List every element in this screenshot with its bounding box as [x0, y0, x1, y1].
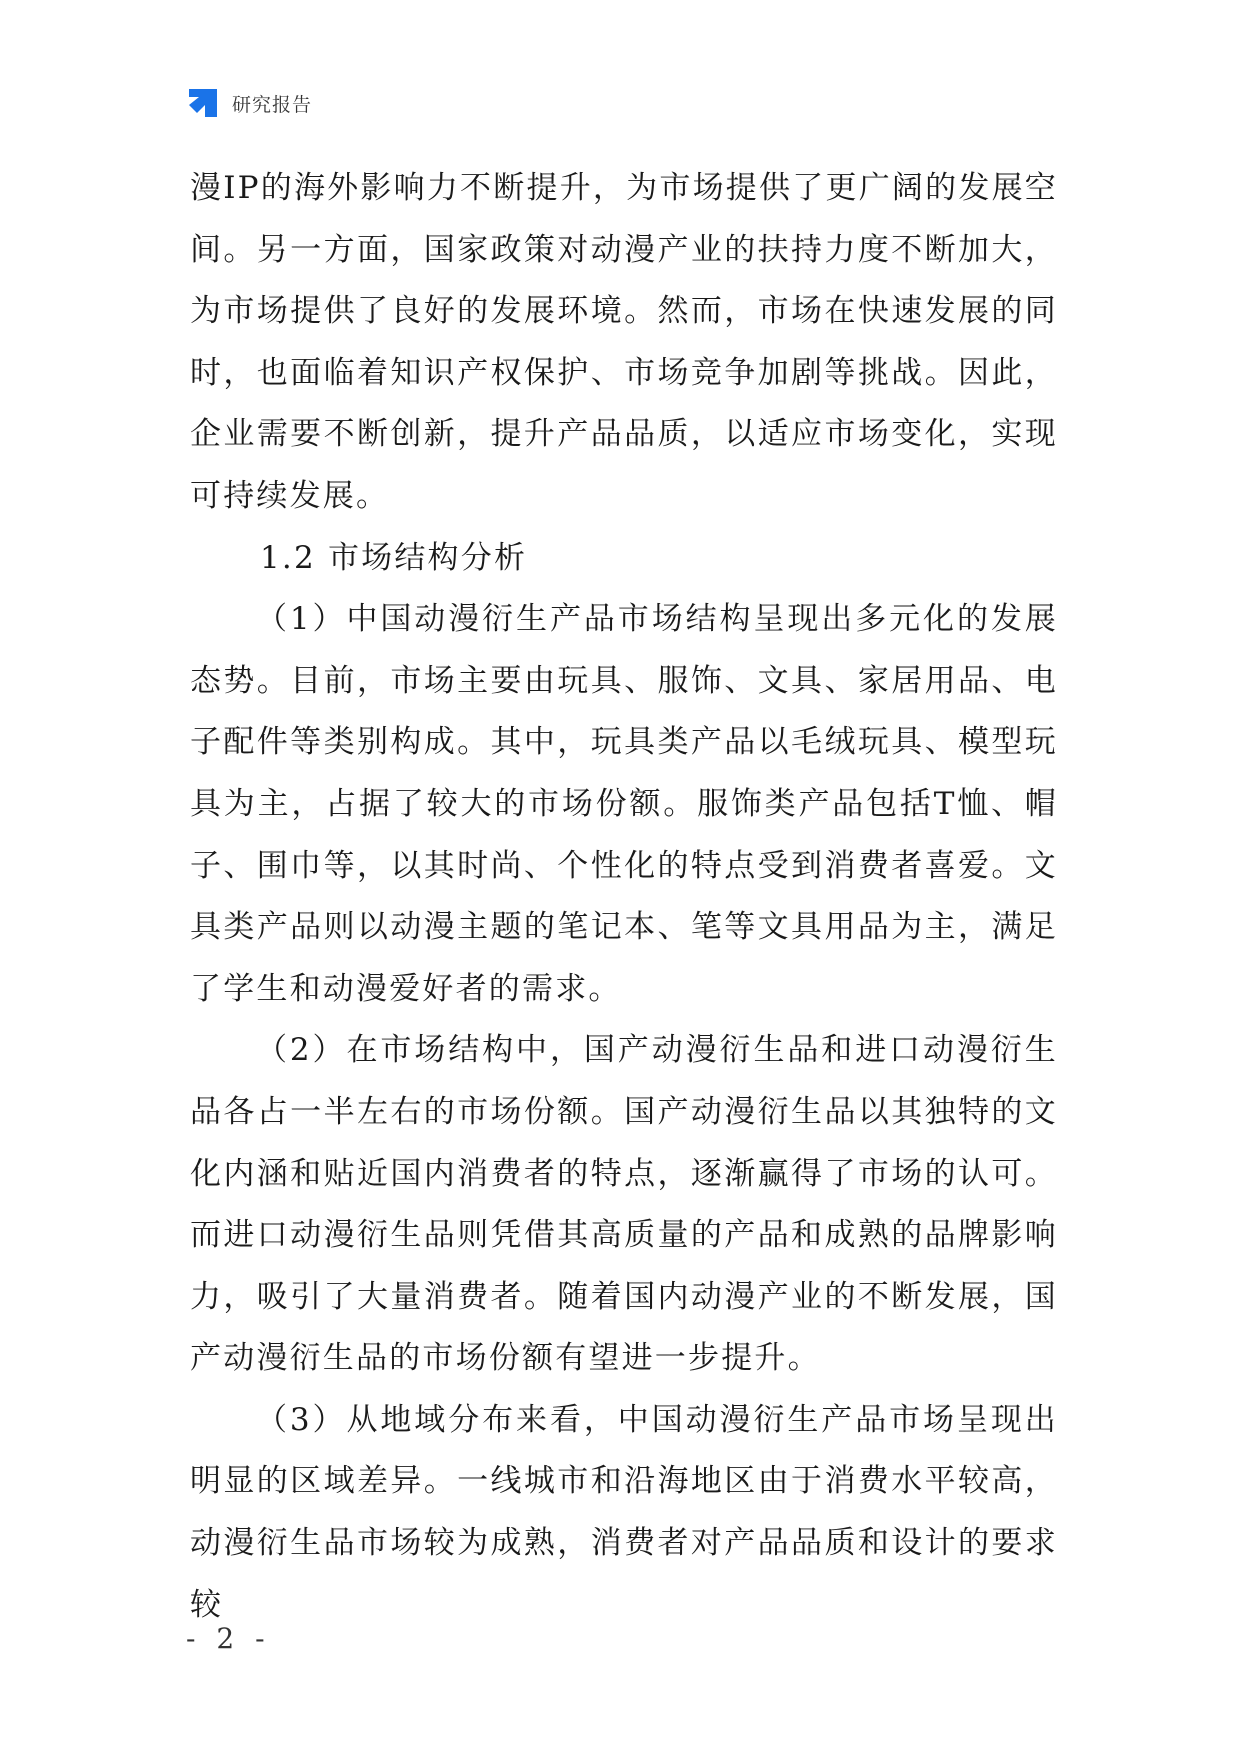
- paragraph-continuation: 漫IP的海外影响力不断提升，为市场提供了更广阔的发展空间。另一方面，国家政策对动漫产业的扶持力度不断加大，为市场提供了良好的发展环境。然而，市场在快速发展的同时，也面临着知识产权保护、市场竞争加剧等挑战。因此，企业需要不断创新，提升产品品质，以适应市场变化，实现可持续发展。: [190, 170, 1058, 514]
- arrow-up-right-logo-icon: [186, 86, 220, 120]
- page-header: [186, 86, 312, 120]
- paragraph-3: （3）从地域分布来看，中国动漫衍生产品市场呈现出明显的区域差异。一线城市和沿海地区由于消费水平较高，动漫衍生品市场较为成熟，消费者对产品品质和设计的要求较: [190, 1401, 1058, 1623]
- paragraph-1: （1）中国动漫衍生产品市场结构呈现出多元化的发展态势。目前，市场主要由玩具、服饰、文具、家居用品、电子配件等类别构成。其中，玩具类产品以毛绒玩具、模型玩具为主，占据了较大的市场份额。服饰类产品包括T恤、帽子、围巾等，以其时尚、个性化的特点受到消费者喜爱。文具类产品则以动漫主题的笔记本、笔等文具用品为主，满足了学生和动漫爱好者的需求。: [190, 601, 1058, 1007]
- section-heading: 1.2 市场结构分析: [260, 539, 528, 576]
- header-title: 研究报告: [232, 93, 313, 116]
- page-number: - 2 -: [186, 1622, 271, 1655]
- document-body: [190, 158, 1058, 1636]
- paragraph-2: （2）在市场结构中，国产动漫衍生品和进口动漫衍生品各占一半左右的市场份额。国产动漫衍生品以其独特的文化内涵和贴近国内消费者的特点，逐渐赢得了市场的认可。而进口动漫衍生品则凭借其高质量的产品和成熟的品牌影响力，吸引了大量消费者。随着国内动漫产业的不断发展，国产动漫衍生品的市场份额有望进一步提升。: [190, 1032, 1058, 1377]
